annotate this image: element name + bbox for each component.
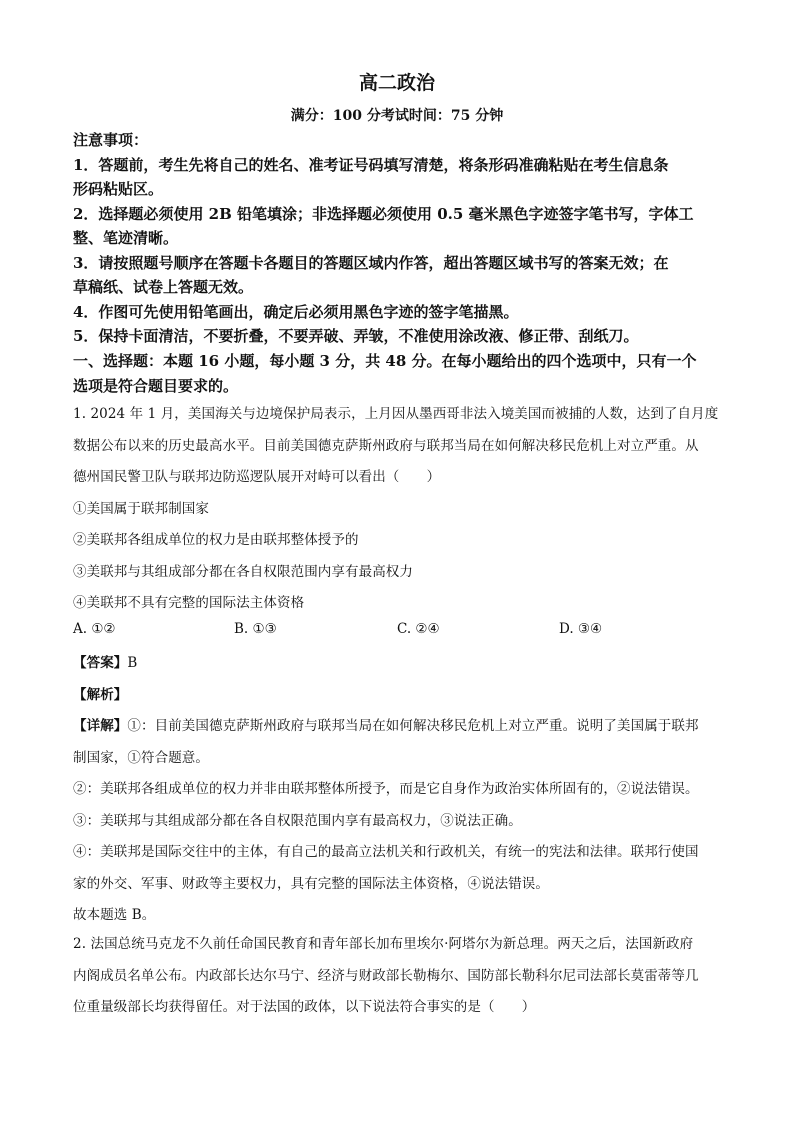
- detail-line: 家的外交、军事、财政等主要权力，具有完整的国际法主体资格，④说法错误。: [73, 875, 549, 892]
- statement-item: ②美联邦各组成单位的权力是由联邦整体授予的: [73, 532, 359, 548]
- question-1: [73, 399, 723, 620]
- detail-line: ④：美联邦是国际交往中的主体，有自己的最高立法机关和行政机关，有统一的宪法和法律。联邦行使国: [73, 844, 699, 860]
- answer-tag: 【答案】: [73, 655, 128, 671]
- question-stem-line: 数据公布以来的历史最高水平。目前美国德克萨斯州政府与联邦当局在如何解决移民危机上对立严重。从: [73, 437, 699, 454]
- answer-line: [73, 648, 723, 680]
- notice-line: 4．作图可先使用铅笔画出，确定后必须用黑色字迹的签字笔描黑。: [73, 302, 519, 321]
- section-heading: [73, 349, 723, 398]
- notice-line: 2．选择题必须使用 2B 铅笔填涂；非选择题必须使用 0.5 毫米黑色字迹签字笔书写，字体工: [73, 204, 694, 223]
- exam-info: 满分：100 分考试时间：75 分钟: [290, 108, 504, 124]
- option-a: A. ①②: [73, 621, 116, 637]
- statement-item: ③美联邦与其组成部分都在各自权限范围内享有最高权力: [73, 563, 413, 580]
- notice-line: 3．请按照题号顺序在答题卡各题目的答题区域内作答，超出答题区域书写的答案无效；在: [73, 253, 669, 272]
- analysis-tag: 【解析】: [73, 686, 128, 703]
- answer-analysis: [73, 648, 723, 932]
- detail-line: ③：美联邦与其组成部分都在各自权限范围内享有最高权力，③说法正确。: [73, 812, 522, 829]
- detail-line: 制国家，①符合题意。: [73, 749, 209, 766]
- statement-item: ④美联邦不具有完整的国际法主体资格: [73, 595, 305, 611]
- statement-item: ①美国属于联邦制国家: [73, 500, 209, 517]
- detail-line: [73, 711, 723, 743]
- answer-value: B: [127, 655, 138, 671]
- notice-heading: 注意事项：: [73, 131, 149, 149]
- notice-line: 形码粘贴区。: [73, 180, 164, 198]
- detail-line: 故本题选 B。: [73, 907, 156, 923]
- question-stem-line: 德州国民警卫队与联邦边防巡逻队展开对峙可以看出（ ）: [73, 469, 441, 485]
- section-line: 一、选择题：本题 16 小题，每小题 3 分，共 48 分。在每小题给出的四个选项中，只有一个: [73, 352, 697, 370]
- page-title: 高二政治: [358, 72, 435, 94]
- answer-options: [73, 621, 723, 645]
- detail-text: ①：目前美国德克萨斯州政府与联邦当局在如何解决移民危机上对立严重。说明了美国属于联邦: [127, 718, 699, 734]
- question-stem-line: 2. 法国总统马克龙不久前任命国民教育和青年部长加布里埃尔·阿塔尔为新总理。两天之后，法国新政府: [73, 936, 694, 952]
- option-b: B. ①③: [234, 621, 277, 637]
- question-stem-line: 内阁成员名单公布。内政部长达尔马宁、经济与财政部长勒梅尔、国防部长勒科尔尼司法部长莫雷蒂等几: [73, 967, 699, 984]
- notice-block: [73, 128, 723, 349]
- option-d: D. ③④: [559, 621, 603, 637]
- detail-tag: 【详解】: [73, 718, 128, 734]
- section-line: 选项是符合题目要求的。: [73, 376, 239, 395]
- question-stem-line: 位重量级部长均获得留任。对于法国的政体，以下说法符合事实的是（ ）: [73, 999, 536, 1015]
- option-c: C. ②④: [397, 621, 440, 637]
- notice-line: 整、笔迹清晰。: [73, 229, 179, 247]
- notice-line: 1．答题前，考生先将自己的姓名、准考证号码填写清楚，将条形码准确粘贴在考生信息条: [73, 155, 669, 174]
- question-2: [73, 929, 723, 1024]
- question-stem-line: 1. 2024 年 1 月，美国海关与边境保护局表示，上月因从墨西哥非法入境美国而被捕的人数，达到了自月度: [73, 406, 719, 422]
- notice-line: 5．保持卡面清洁，不要折叠，不要弄破、弄皱，不准使用涂改液、修正带、刮纸刀。: [73, 327, 639, 345]
- detail-line: ②：美联邦各组成单位的权力并非由联邦整体所授予，而是它自身作为政治实体所固有的，②说法错误。: [73, 781, 699, 797]
- notice-line: 草稿纸、试卷上答题无效。: [73, 278, 254, 296]
